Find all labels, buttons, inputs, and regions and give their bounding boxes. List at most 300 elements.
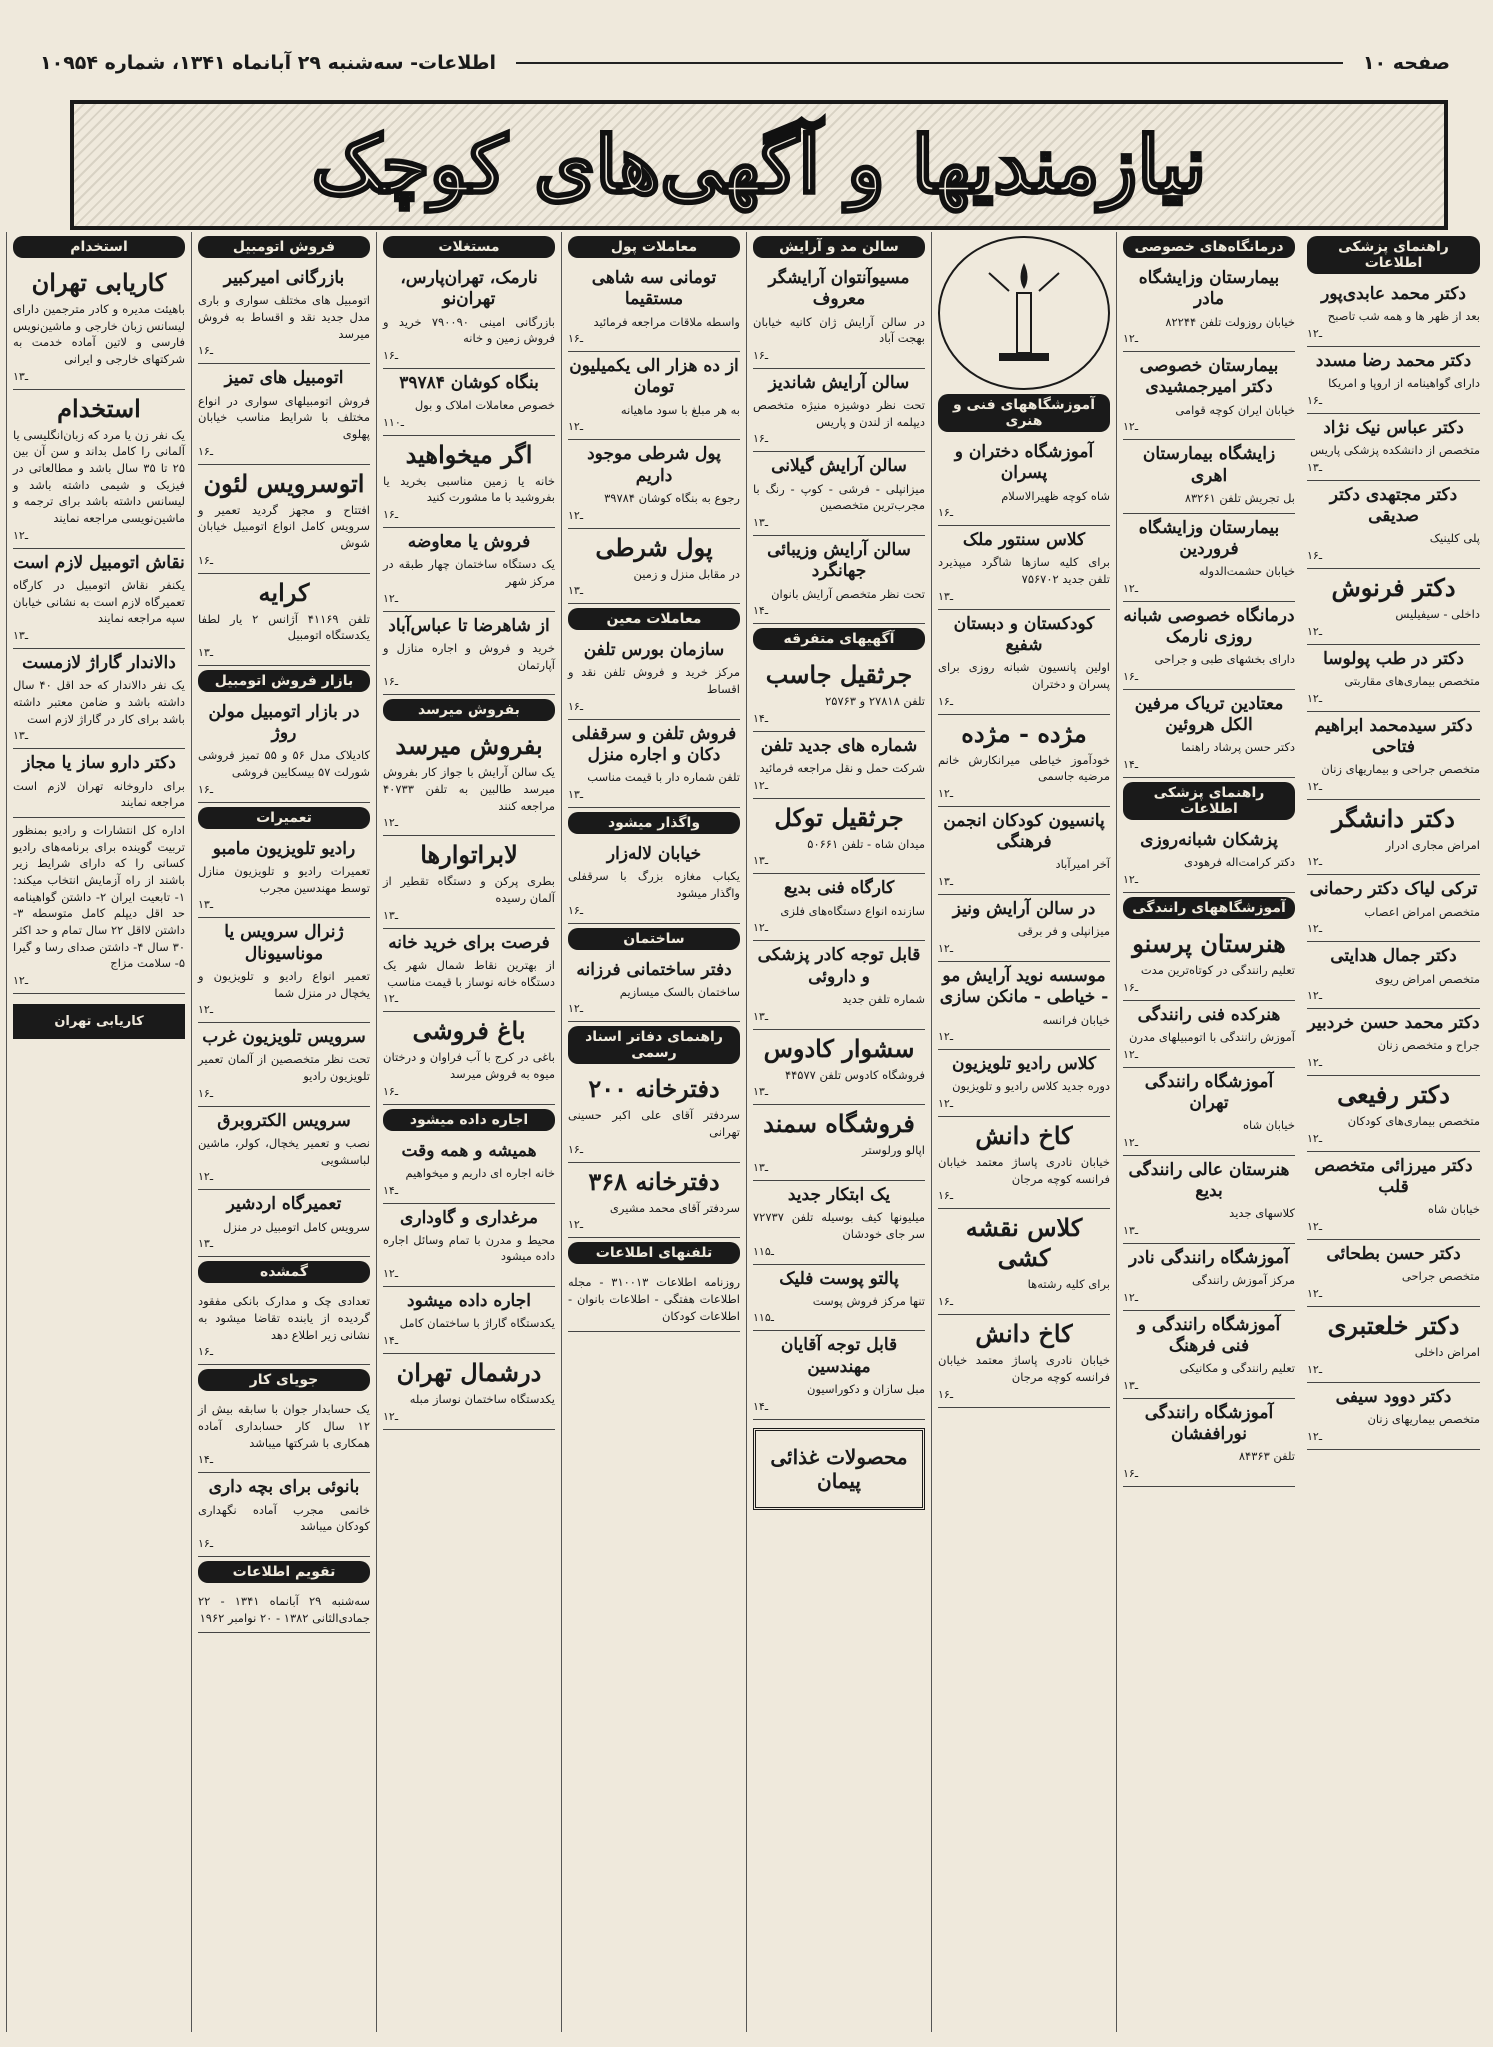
ad-code: ۱ـ۲ (1307, 1286, 1323, 1300)
ad-code: ۱ـ۶ (1123, 980, 1139, 994)
classified-ad (1307, 800, 1480, 876)
classified-ad (1307, 1240, 1480, 1307)
classified-ad (938, 895, 1110, 962)
ad-code: ۱ـ۲ (1307, 1429, 1323, 1443)
ad-code: ۱ـ۲ (1307, 691, 1323, 705)
ad-title: باغ فروشی (412, 1016, 526, 1046)
ad-title: سالن آرایش شاندیز (768, 372, 910, 393)
classified-ad (1307, 712, 1480, 800)
ad-title: تعمیرگاه اردشیر (226, 1194, 342, 1215)
ad-body: فروش اتومبیلهای سواری در انواع مختلف با شرایط مناسب خیابان پهلوی (198, 393, 370, 441)
ad-body: دارای گواهینامه از اروپا و امریکا (1328, 376, 1480, 391)
ad-title: کاخ دانش (975, 1319, 1073, 1349)
ad-code: ۱ـ۱۰ (383, 415, 404, 429)
ad-body: یکباب مغازه بزرگ با سرقفلی واگذار میشود (568, 869, 740, 900)
classified-ad (198, 1023, 370, 1107)
classified-ad (938, 1315, 1110, 1407)
column (191, 232, 376, 2032)
classified-ad (753, 732, 925, 799)
ad-title: دکتر جمال هدایتی (1330, 946, 1457, 967)
ad-title: پول شرطی موجود داریم (587, 444, 721, 486)
section-banner: مستغلات (383, 236, 555, 258)
ad-body: دکتر کرامت‌اله فرهودی (1183, 855, 1295, 870)
ad-body: اتومبیل های مختلف سواری و باری مدل جدید نقد و اقساط به فروش میرسد (198, 293, 370, 341)
classified-ad (1123, 1001, 1295, 1068)
ad-title: ژنرال سرویس یا موناسیونال (224, 922, 344, 964)
ad-body: فروشگاه کادوس تلفن ۴۴۵۷۷ (784, 1067, 925, 1082)
classified-ad (198, 1589, 370, 1633)
ad-code: ۱ـ۶ (383, 675, 399, 689)
ad-body: یکدستگاه ساختمان نوساز مبله (409, 1392, 555, 1407)
classified-ad (568, 1163, 740, 1239)
ad-body: آخر امیرآباد (1055, 857, 1110, 872)
classified-ad (1307, 280, 1480, 347)
ad-body: تعلیم رانندگی و مکانیکی (1179, 1361, 1295, 1376)
ad-code: ۱ـ۳ (938, 875, 954, 889)
ad-title: دکتر خلعتبری (1327, 1310, 1460, 1340)
ad-body: یکنفر نقاش اتومبیل در کارگاه تعمیرگاه لازم است به نشانی خیابان سپه مراجعه نمایند (13, 577, 185, 626)
header-rule (516, 62, 1343, 64)
section-banner: بازار فروش اتومبیل (198, 670, 370, 692)
classified-ad (753, 1181, 925, 1265)
ad-title: بانوئی برای بچه داری (208, 1477, 360, 1498)
classified-ad (568, 264, 740, 352)
ad-body: افتتاح و مجهز گردید تعمیر و سرویس کامل انواع اتومبیل خیابان شوش (198, 502, 370, 550)
ad-code: ۱ـ۳ (1123, 1378, 1139, 1392)
ad-body: تعلیم رانندگی در کوتاه‌ترین مدت (1140, 962, 1295, 977)
classified-ad (938, 962, 1110, 1050)
ad-code: ۱ـ۲ (1307, 855, 1323, 869)
ad-title: کاریابی تهران (31, 268, 167, 297)
ad-title: آموزشگاه رانندگی نوراففشان (1144, 1402, 1274, 1445)
ad-title: دفترخانه ۲۰۰ (588, 1074, 720, 1104)
ad-title: هنرستان عالی رانندگی بدیع (1128, 1159, 1290, 1201)
ad-code: ۱ـ۲ (383, 1267, 399, 1281)
ad-body: شماره تلفن جدید (842, 991, 925, 1006)
ad-code: ۱ـ۲ (1123, 1290, 1139, 1304)
brand-box: محصولات غذائی پیمان (753, 1428, 925, 1510)
classified-ad (383, 369, 555, 436)
ad-title: سالن آرایش گیلانی (771, 456, 907, 477)
classified-ad (383, 528, 555, 612)
ad-code: ۱ـ۲ (1307, 779, 1323, 793)
ad-code: ۱ـ۶ (1123, 669, 1139, 683)
ad-body: خرید و فروش و اجاره منازل و آپارتمان (383, 640, 555, 672)
ad-code: ۱ـ۳ (568, 787, 584, 801)
classified-ad (383, 1012, 555, 1104)
ad-body: خیابان ایران کوچه قوامی (1175, 402, 1295, 417)
ad-title: پانسیون کودکان انجمن فرهنگی (943, 810, 1105, 853)
ad-body: یک نفر دالاندار که حد اقل ۴۰ سال داشته باشد و ضامن معتبر داشته باشد برای کار در گاراژ لازم است (13, 678, 185, 726)
ad-code: ۱ـ۳ (198, 645, 214, 659)
ad-body: متخصص جراحی و بیماریهای زنان (1321, 762, 1480, 777)
ad-code: ۱ـ۳ (198, 1237, 214, 1251)
ad-body: سردفتر آقای علی اکبر حسینی تهرانی (568, 1108, 740, 1140)
ad-title: قابل توجه کادر پزشکی و داروئی (757, 945, 921, 987)
ad-code: ۱ـ۶ (568, 332, 584, 346)
ad-code: ۱ـ۴ (198, 1453, 214, 1467)
ad-body: بطری پرکن و دستگاه تقطیر از آلمان رسیده (383, 874, 555, 905)
ad-title: آموزشگاه دختران و پسران (954, 442, 1094, 484)
ad-body: اداره کل انتشارات و رادیو بمنظور تربیت گوینده برای برنامه‌های رادیو کسانی را که دارای شرایط زیر باشند از راه آزمایش انتخاب میکند: ۱- تابعیت ایران ۲- داشتن گواهینامه حد اقل دیپلم کامل متوسطه ۳- داشتن لااقل ۲۲ سال تمام و حد اکثر ۳۰ سال ۴- داشتن صدای رسا و گیرا ۵- سلامت مزاج (13, 822, 185, 971)
ad-body: متخصص جراحی (1401, 1269, 1480, 1284)
ad-code: ۱ـ۳ (753, 1009, 769, 1023)
section-banner: معاملات معین (568, 608, 740, 630)
ad-body: دکتر حسن پرشاد راهنما (1181, 740, 1295, 755)
classified-ad (198, 918, 370, 1023)
column (1301, 232, 1486, 2032)
ad-code: ۱ـ۲ (753, 921, 769, 935)
ad-title: دکتر رفیعی (1337, 1080, 1450, 1110)
ad-title: دکتر محمد عابدی‌پور (1321, 284, 1466, 304)
ad-body: اولین پانسیون شبانه روزی برای پسران و دختران (938, 660, 1110, 691)
ad-code: ۱ـ۲ (568, 1218, 584, 1232)
classified-ad (198, 1397, 370, 1473)
ad-body: مبل سازان و دکوراسیون (807, 1381, 925, 1396)
ad-code: ۱ـ۶ (198, 344, 214, 358)
ad-body: رجوع به بنگاه کوشان ۳۹۷۸۴ (604, 490, 740, 505)
ad-code: ۱ـ۲ (13, 528, 29, 542)
ad-code: ۱ـ۶ (938, 506, 954, 520)
classified-ad (938, 610, 1110, 715)
ad-code: ۱ـ۶ (1123, 1467, 1139, 1481)
section-banner: اجاره داده میشود (383, 1109, 555, 1131)
ad-code: ۱ـ۳ (383, 908, 399, 922)
classified-ad (383, 612, 555, 696)
ad-code: ۱ـ۳ (753, 854, 769, 868)
classified-ad (383, 836, 555, 928)
ad-body: میزانپلی - فرشی - کوپ - رنگ با مجرب‌ترین متخصصین (753, 481, 925, 513)
ad-title: پالتو پوست فلیک (779, 1268, 899, 1289)
classified-ad (568, 440, 740, 528)
classified-ad (753, 874, 925, 941)
ad-title: قابل توجه آقایان مهندسین (780, 1335, 898, 1377)
ad-code: ۱ـ۶ (198, 444, 214, 458)
ad-code: ۱ـ۲ (198, 1003, 214, 1017)
ad-title: درمانگاه خصوصی شبانه روزی نارمک (1123, 605, 1295, 647)
ad-code: ۱ـ۳ (938, 589, 954, 603)
classified-ad (568, 352, 740, 440)
ad-title: جرثقیل جاسب (765, 660, 913, 690)
classified-ad (1307, 347, 1480, 414)
ad-body: روزنامه اطلاعات ۳۱۰۰۱۳ - مجله اطلاعات هفتگی - اطلاعات بانوان - اطلاعات کودکان (568, 1275, 740, 1323)
section-banner: آگهیهای متفرقه (753, 628, 925, 650)
ad-body: خانه اجاره ای داریم و میخواهیم (405, 1165, 555, 1180)
ad-code: ۱ـ۲ (383, 816, 399, 830)
classified-ad (198, 1107, 370, 1191)
ad-title: هنرکده فنی رانندگی (1137, 1004, 1281, 1025)
classified-ad (198, 364, 370, 464)
ad-body: در مقابل منزل و زمین (633, 566, 740, 581)
section-banner: گمشده (198, 1261, 370, 1283)
ad-code: ۱ـ۳ (753, 1160, 769, 1174)
ad-title: از ده هزار الی یکمیلیون تومان (569, 356, 739, 398)
ad-code: ۱ـ۴ (383, 1334, 399, 1348)
ad-body: دوره جدید کلاس رادیو و تلویزیون (952, 1079, 1110, 1094)
classified-ad (13, 749, 185, 818)
ad-title: خیابان لاله‌زار (606, 843, 702, 864)
ad-code: ۱ـ۳ (1307, 460, 1323, 474)
classified-ad (383, 727, 555, 836)
column (561, 232, 746, 2032)
column (376, 232, 561, 2032)
ad-body: برای کلیه رشته‌ها (1027, 1277, 1110, 1292)
ad-code: ۱ـ۶ (198, 1086, 214, 1100)
ad-body: سازنده انواع دستگاه‌های فلزی (780, 903, 925, 918)
classified-ad (13, 390, 185, 549)
ad-code: ۱ـ۴ (753, 711, 769, 725)
ad-title: نارمک، تهران‌پارس، تهران‌نو (400, 268, 538, 310)
ad-code: ۱ـ۲ (1307, 1131, 1323, 1145)
ad-code: ۱ـ۶ (938, 1387, 954, 1401)
section-banner: جویای کار (198, 1369, 370, 1391)
classified-ad (938, 438, 1110, 526)
ad-body: متخصص امراض اعصاب (1364, 904, 1480, 919)
classified-ad (198, 1289, 370, 1365)
section-banner: راهنمای پزشکی اطلاعات (1307, 236, 1480, 274)
classified-ad (753, 656, 925, 732)
ad-title: کودکستان و دبستان شفیع (953, 613, 1095, 656)
classified-ad (198, 698, 370, 803)
ad-code: ۱ـ۴ (1123, 758, 1139, 772)
ad-code: ۱ـ۶ (383, 1084, 399, 1098)
ad-body: شاه کوچه ظهیرالاسلام (1001, 488, 1110, 503)
ad-title: کلاس نقشه کشی (965, 1213, 1083, 1273)
classified-ad (198, 835, 370, 919)
classified-ad (568, 840, 740, 924)
ad-title: کلاس سنتور ملک (962, 530, 1086, 551)
ad-body: برای داروخانه تهران لازم است مراجعه نمایند (13, 778, 185, 810)
classified-ad (1123, 440, 1295, 513)
classified-ad (568, 956, 740, 1023)
ad-body: تعمیر انواع رادیو و تلویزیون و یخچال در منزل شما (198, 968, 370, 1000)
ad-title: لابراتوارها (420, 840, 518, 870)
ad-title: کرایه (258, 577, 310, 607)
ad-body: تحت نظر متخصصین از آلمان تعمیر تلویزیون رادیو (198, 1052, 370, 1084)
ad-title: جرثقیل توکل (774, 802, 904, 832)
classified-ad (198, 264, 370, 364)
ad-title: دکتر محمد رضا مسدد (1315, 350, 1472, 371)
ad-title: بیمارستان خصوصی دکتر امیرجمشیدی (1139, 356, 1279, 398)
ad-body: متخصص امراض ریوی (1375, 971, 1480, 986)
classified-ad (753, 941, 925, 1029)
ad-body: خانه یا زمین مناسبی بخرید یا بفروشید با ما مشورت کنید (383, 473, 555, 505)
ad-title: بیمارستان وزایشگاه مادر (1138, 268, 1280, 310)
classified-ad (1307, 1152, 1480, 1240)
ad-code: ۱ـ۶ (753, 432, 769, 446)
ad-title: مژده - مژده (961, 718, 1087, 748)
ad-body: امراض مجاری ادرار (1385, 837, 1480, 852)
classified-ad (13, 649, 185, 749)
ad-code: ۱ـ۲ (938, 786, 954, 800)
ad-title: شماره های جدید تلفن (760, 735, 918, 756)
classified-ad (1307, 1009, 1480, 1076)
classified-ad (568, 720, 740, 808)
ad-title: فروش یا معاوضه (407, 532, 531, 553)
section-banner: سالن مد و آرایش (753, 236, 925, 258)
ad-body: خیابان روزولت تلفن ۸۲۲۴۴ (1165, 314, 1295, 329)
ad-code: ۱ـ۲ (1307, 326, 1323, 340)
section-banner: معاملات پول (568, 236, 740, 258)
ad-code: ۱ـ۳ (753, 1085, 769, 1099)
ad-title: در سالن آرایش ونیز (952, 899, 1096, 920)
classified-ad (1123, 826, 1295, 893)
classified-ad (938, 1050, 1110, 1117)
classified-ad (383, 1137, 555, 1204)
column (746, 232, 931, 2032)
ad-title: آموزشگاه رانندگی نادر (1128, 1247, 1290, 1268)
ad-body: یک دستگاه ساختمان چهار طبقه در مرکز شهر (383, 557, 555, 589)
ad-title: یک ابتکار جدید (787, 1184, 891, 1205)
ad-body: متخصص از دانشکده پزشکی پاریس (1310, 443, 1480, 458)
page-number: صفحه ۱۰ (1362, 52, 1450, 74)
ad-body: نصب و تعمیر یخچال، کولر، ماشین لباسشویی (198, 1136, 370, 1167)
classified-ad (938, 526, 1110, 610)
ad-body: خانمی مجرب آماده نگهداری کودکان میباشد (198, 1502, 370, 1534)
ad-code: ۱ـ۳ (1123, 1223, 1139, 1237)
ad-body: تلفن ۸۴۳۶۳ (1238, 1449, 1295, 1464)
ad-body: در سالن آرایش ژان کانیه خیابان بهجت آباد (753, 314, 925, 346)
classified-ad (1123, 514, 1295, 602)
ad-body: خودآموز خیاطی میرانکارش خانم مرضیه جاسمی (938, 752, 1110, 784)
ad-code: ۱ـ۲ (568, 1002, 584, 1016)
classified-ad (568, 1270, 740, 1331)
section-banner: فروش اتومبیل (198, 236, 370, 258)
ad-body: باغی در کرج با آب فراوان و درختان میوه به فروش میرسد (383, 1050, 555, 1081)
ad-code: ۱ـ۶ (198, 1345, 214, 1359)
ad-code: ۱ـ۶ (198, 553, 214, 567)
ad-body: کلاسهای جدید (1229, 1206, 1295, 1221)
ad-body: ساختمان بالسک میسازیم (619, 984, 740, 999)
section-banner: درمانگاه‌های خصوصی (1123, 236, 1295, 258)
classified-ad (938, 1117, 1110, 1209)
ad-body: داخلی - سیفیلیس (1395, 606, 1480, 621)
ad-body: متخصص بیماریهای زنان (1367, 1411, 1480, 1426)
ad-body: خیابان شاه (1242, 1118, 1295, 1133)
ad-title: تومانی سه شاهی مستقیما (591, 268, 717, 310)
ad-code: ۱ـ۳ (753, 516, 769, 530)
ad-body: امراض داخلی (1414, 1344, 1480, 1359)
ad-title: کلاس رادیو تلویزیون (951, 1054, 1097, 1075)
ad-title: زایشگاه بیمارستان اهری (1142, 444, 1276, 486)
ad-title: همیشه و همه وقت (401, 1140, 537, 1161)
ad-body: تحت نظر دوشیزه منیژه متخصص دیپلمه از لندن و پاریس (753, 398, 925, 429)
classified-ad (753, 1105, 925, 1181)
classified-ad (13, 818, 185, 994)
ad-body: تنها مرکز فروش پوست (812, 1293, 925, 1308)
ad-code: ۱ـ۱۵ (753, 1244, 774, 1258)
classified-ad (1307, 1076, 1480, 1152)
ad-code: ۱ـ۲ (383, 992, 399, 1006)
classified-ad (1123, 1068, 1295, 1156)
ad-code: ۱ـ۱۵ (753, 1311, 774, 1325)
ad-body: سه‌شنبه ۲۹ آبانماه ۱۳۴۱ - ۲۲ جمادی‌الثانی ۱۳۸۲ - ۲۰ نوامبر ۱۹۶۲ (198, 1593, 371, 1625)
ad-title: بفروش میرسد (395, 731, 543, 761)
ad-title: دکتر سیدمحمد ابراهیم فتاحی (1314, 715, 1473, 757)
section-banner: تعمیرات (198, 807, 370, 829)
ad-title: بازرگانی امیرکبیر (223, 268, 345, 288)
ad-title: اگر میخواهید (405, 439, 533, 469)
candle-logo (938, 236, 1110, 390)
ad-code: ۱ـ۲ (1307, 1219, 1323, 1233)
ad-body: بعد از ظهر ها و همه شب تاصبح (1327, 309, 1480, 324)
ad-body: محیط و مدرن با تمام وسائل اجاره داده میشود (383, 1232, 555, 1264)
ad-body: خیابان نادری پاساژ معتمد خیابان فرانسه کوچه مرجان (938, 1353, 1110, 1384)
ad-code: ۱ـ۲ (938, 1097, 954, 1111)
column (6, 232, 191, 2032)
ad-body: یکدستگاه گاراژ با ساختمان کامل (399, 1316, 555, 1331)
classified-ad (198, 1190, 370, 1257)
section-banner: راهنمای پزشکی اطلاعات (1123, 782, 1295, 820)
section-banner: واگذار میشود (568, 812, 740, 834)
ad-body: کادیلاک مدل ۵۶ و ۵۵ تمیز فروشی شورلت ۵۷ بیسکایین فروشی (198, 748, 370, 780)
ad-code: ۱ـ۲ (1123, 420, 1139, 434)
ad-title: دکتر فرنوش (1331, 572, 1456, 602)
classified-ad (383, 436, 555, 528)
ad-body: مرکز آموزش رانندگی (1191, 1273, 1295, 1288)
ad-body: خیابان شاه (1427, 1202, 1480, 1217)
ad-code: ۱ـ۲ (1307, 1362, 1323, 1376)
ad-body: خصوص معاملات املاک و بول (414, 398, 555, 413)
ad-title: ترکی لیاک دکتر رحمانی (1309, 879, 1478, 900)
ad-title: مرغداری و گاوداری (400, 1207, 538, 1228)
ad-body: برای کلیه سازها شاگرد میپذیرد تلفن جدید ۷۵۶۷۰۲ (938, 555, 1110, 587)
classified-ad (753, 369, 925, 453)
bottom-box: کاریابی تهران (13, 1004, 185, 1039)
ad-title: پول شرطی (595, 532, 713, 562)
classified-ad (1123, 264, 1295, 352)
classified-ad (938, 807, 1110, 895)
ad-code: ۱ـ۴ (383, 1183, 399, 1197)
ad-code: ۱ـ۶ (383, 508, 399, 522)
ad-title: دکتر مجتهدی دکتر صدیقی (1329, 484, 1458, 527)
ad-body: به هر مبلغ با سود ماهیانه (620, 402, 740, 417)
ad-title: دکتر محمد حسن خردبیر (1307, 1013, 1480, 1034)
classified-ad (753, 452, 925, 536)
ad-code: ۱ـ۲ (1123, 1047, 1139, 1061)
classified-ad (198, 465, 370, 574)
ad-body: میزانپلی و فر برقی (1017, 924, 1110, 939)
ad-body: بل تجریش تلفن ۸۳۲۶۱ (1184, 490, 1295, 505)
classified-ad (383, 929, 555, 1013)
ad-body: آموزش رانندگی با اتومبیلهای مدرن (1129, 1029, 1295, 1044)
ad-code: ۱ـ۲ (1307, 922, 1323, 936)
ad-title: دکتر در طب پولوسا (1323, 648, 1464, 669)
classified-ad (753, 1265, 925, 1332)
ad-body: از بهترین نقاط شمال شهر یک دستگاه خانه نوساز با قیمت مناسب (383, 957, 555, 989)
ad-body: یک نفر زن یا مرد که زبان‌انگلیسی یا آلمانی را کامل بداند و سن آن بین ۲۵ تا ۳۵ سال باشد و مطالعاتی در فیزیک و شیمی داشته باشد و لیسانس داشته باشد برای ترجمه و ماشین‌نویسی مراجعه نمایند (13, 427, 185, 526)
ad-title: استخدام (57, 393, 141, 423)
classified-ad (568, 529, 740, 605)
classified-ad (568, 636, 740, 720)
classified-ad (938, 715, 1110, 807)
ad-code: ۱ـ۳ (568, 584, 584, 598)
section-banner: تقویم اطلاعات (198, 1561, 370, 1583)
ad-body: باهیئت مدیره و کادر مترجمین دارای لیسانس زبان خارجی و ماشین‌نویس فارسی و لاتین آماده خدمت به شرکتهای خارجی و ایرانی (13, 302, 185, 367)
page-header (40, 48, 1450, 78)
ad-code: ۱ـ۲ (1307, 1056, 1323, 1070)
ad-code: ۱ـ۲ (1123, 332, 1139, 346)
ad-code: ۱ـ۶ (568, 903, 584, 917)
ad-code: ۱ـ۶ (938, 1189, 954, 1203)
ad-body: میلیونها کیف بوسیله تلفن ۷۲۷۳۷ سر جای خودشان (753, 1210, 925, 1241)
ad-title: آموزشگاه رانندگی و فنی فرهنگ (1137, 1314, 1281, 1357)
ad-title: کارگاه فنی بدیع (783, 878, 895, 899)
ad-body: سردفتر آقای محمد مشیری (609, 1200, 740, 1215)
ad-title: در بازار اتومبیل مولن روژ (208, 701, 360, 744)
ad-title: سشوار کادوس (763, 1033, 915, 1063)
ad-title: فروش تلفن و سرقفلی دکان و اجاره منزل (571, 723, 737, 766)
